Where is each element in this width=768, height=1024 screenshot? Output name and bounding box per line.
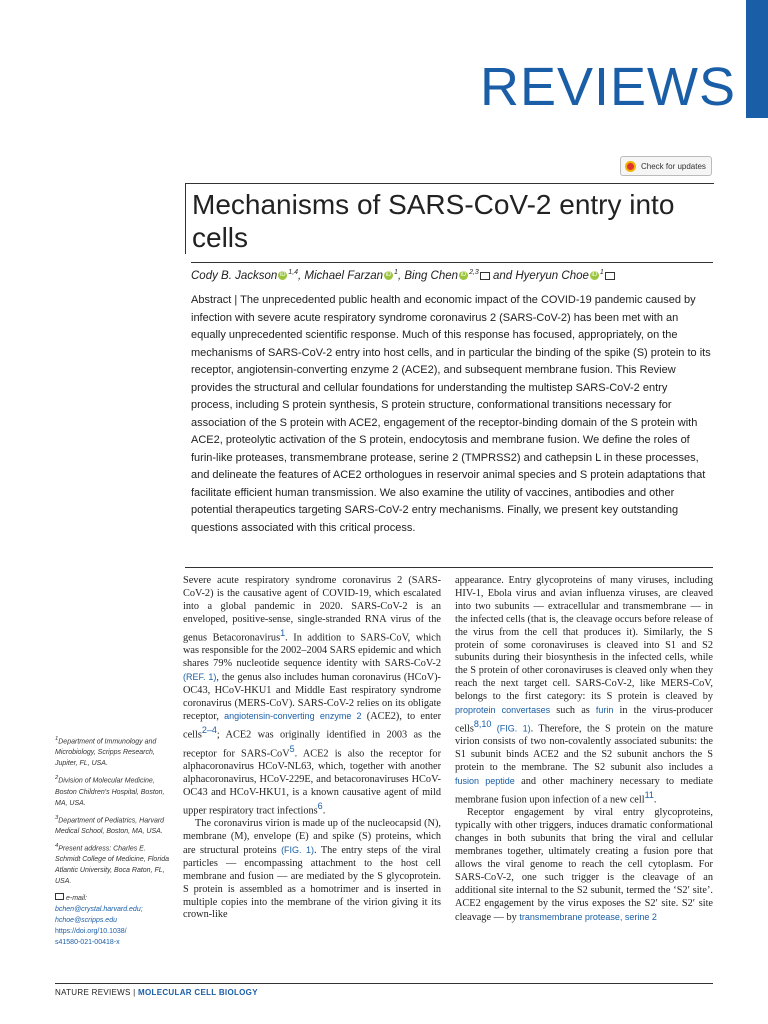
abstract-divider [185, 567, 713, 568]
article-title: Mechanisms of SARS-CoV-2 entry into cells [192, 189, 675, 253]
email-link[interactable]: bchen@crystal.harvard.edu; [55, 906, 143, 914]
section-header: REVIEWS [480, 57, 737, 117]
envelope-icon [55, 893, 64, 900]
reference-link[interactable]: (REF. 1) [183, 671, 217, 682]
section-side-tab [746, 0, 768, 118]
crossmark-icon [625, 161, 636, 172]
orcid-icon[interactable]: iD [385, 272, 392, 279]
affiliations [55, 734, 171, 952]
body-paragraph: The coronavirus virion is made up of the nucleocapsid (N), membrane (M), envelope (E) and spike (S) proteins, which are structural proteins (FIG. 1). The entry steps of the viral particles — encompassing attachment to the host cell membrane and fusion — are mediated by the S glycoprotein. S protein is assembled as a homotrimer and is inserted in multiple copies into the membrane of the virion giving it its crown-like [183, 818, 441, 921]
check-for-updates-button[interactable] [620, 156, 712, 176]
author-list [191, 262, 713, 282]
author-name[interactable]: Michael Farzan [304, 269, 384, 282]
glossary-term[interactable]: transmembrane protease, serine 2 [519, 911, 657, 922]
author-name[interactable]: Cody B. Jackson [191, 269, 278, 282]
author-name[interactable]: Hyeryun Choe [515, 269, 589, 282]
figure-link[interactable]: (FIG. 1) [491, 723, 531, 734]
glossary-term[interactable]: furin [595, 705, 614, 716]
author-affil-sup: 1,4 [288, 269, 299, 276]
orcid-icon[interactable]: iD [460, 272, 467, 279]
citation-link[interactable]: 2–4 [201, 725, 217, 736]
email-link[interactable]: hchoe@scripps.edu [55, 917, 117, 925]
envelope-icon[interactable] [480, 272, 490, 280]
citation-link[interactable]: 6 [317, 800, 323, 811]
journal-subtitle: MOLECULAR CELL BIOLOGY [138, 988, 258, 997]
doi-link[interactable]: s41580-021-00418-x [55, 939, 120, 947]
footer-divider [55, 983, 713, 984]
citation-link[interactable]: 5 [289, 743, 295, 754]
orcid-icon[interactable]: iD [591, 272, 598, 279]
title-box [185, 183, 714, 254]
body-column-1 [183, 575, 441, 922]
citation-link[interactable]: 8,10 [473, 718, 492, 729]
glossary-term[interactable]: fusion peptide [455, 776, 515, 787]
affiliation-item: $^1$Department of Immunology and Microbiology, Scripps Research, Jupiter, FL, USA. [55, 736, 157, 768]
glossary-term[interactable]: proprotein convertases [455, 705, 551, 716]
author-affil-sup: 1 [599, 269, 604, 276]
footer-journal [55, 988, 258, 997]
author-name[interactable]: Bing Chen [404, 269, 459, 282]
envelope-icon[interactable] [605, 272, 615, 280]
contact [55, 893, 171, 948]
author-separator: and [489, 269, 516, 282]
body-column-2 [455, 575, 713, 924]
author-separator: , [298, 269, 305, 282]
check-for-updates-label: Check for updates [641, 161, 706, 171]
citation-link[interactable]: 11 [644, 789, 654, 800]
abstract: Abstract | The unprecedented public health and economic impact of the COVID-19 pandemic caused by infection with severe acute respiratory syndrome coronavirus 2 (SARS-CoV-2) has been met with an equally unprecedented scientific response. Much of this response has focused, appropriately, on the mechanisms of SARS-CoV-2 entry into host cells, and in particular the binding of the spike (S) protein to its receptor, angiotensin-converting enzyme 2 (ACE2), and subsequent membrane fusion. This Review provides the structural and cellular foundations for understanding the multistep SARS-CoV-2 entry process, including S protein synthesis, S protein structure, conformational transitions necessary for association of the S protein with ACE2, engagement of the receptor-binding domain of the S protein with ACE2, proteolytic activation of the S protein, endocytosis and membrane fusion. We define the roles of furin-like proteases, transmembrane protease, serine 2 (TMPRSS2) and cathepsin L in these processes, and delineate the features of ACE2 orthologues in reservoir animal species and S protein adaptations that facilitate efficient human transmission. We also examine the utility of vaccines, antibodies and other potential therapeutics targeting SARS-CoV-2 entry mechanisms. Finally, we present key outstanding questions associated with this critical process. [191, 294, 711, 534]
author-affil-sup: 1 [394, 269, 398, 276]
author-separator: , [397, 269, 405, 282]
body-paragraph: Severe acute respiratory syndrome coronavirus 2 (SARS-CoV-2) is the causative agent of COVID-19, which escalated into a global pandemic in 2020. SARS-CoV-2 is an enveloped, positive-sense, single-stranded RNA virus of the genus Betacoronavirus$^1$. In addition to SARS-CoV, which was responsible for the 2002–2004 SARS epidemic and which shares 79% nucleotide sequence identity with SARS-CoV-2 (REF. 1), the genus also includes human coronavirus (HCoV)-OC43, HCoV-HKU1 and Middle East respiratory syndrome coronavirus (MERS-CoV). SARS-CoV-2 relies on its obligate receptor, angiotensin-converting enzyme 2 (ACE2), to enter cells$^{2-4}$; ACE2 was originally identified in 2003 as the receptor for SARS-CoV$^5$. ACE2 is also the receptor for alphacoronavirus HCoV-NL63, which, together with another alphacoronavirus, HCoV-229E, and betacoronaviruses HCoV-OC43 and HCoV-HKU1, is a known causative agent of mild upper respiratory tract infections$^6$. [183, 575, 442, 817]
citation-link[interactable]: 1 [280, 627, 286, 638]
body-paragraph: appearance. Entry glycoproteins of many viruses, including HIV-1, Ebola virus and avian influenza viruses, are cleaved into two subunits — extracellular and transmembrane — in the infected cells (that is, the cleavage occurs before release of the virus from the cell that produces it). Similarly, the S protein of some coronaviruses is cleaved into S1 and S2 subunits during their biosynthesis in the infected cells, while the S protein of other coronaviruses is cleaved only when they reach the next target cell. SARS-CoV-2, like MERS-CoV, belongs to the first category: its S protein is cleaved by proprotein convertases such as furin in the virus-producer cells$^{8,10}$ (FIG. 1). Therefore, the S protein on the mature virion consists of two non-covalently associated subunits: the S1 subunit binds ACE2 and the S2 subunit anchors the S protein to the membrane. The S2 subunit also includes a fusion peptide and other machinery necessary to mediate membrane fusion upon infection of a new cell$^{11}$. [455, 575, 714, 806]
affiliation-item: $^3$Department of Pediatrics, Harvard Medical School, Boston, MA, USA. [55, 814, 165, 835]
author-affil-sup: 2,3 [469, 269, 479, 276]
doi-link[interactable]: https://doi.org/10.1038/ [55, 928, 127, 936]
orcid-icon[interactable]: iD [279, 272, 286, 279]
affiliation-item: $^2$Division of Molecular Medicine, Boston Children's Hospital, Boston, MA, USA. [55, 775, 165, 807]
journal-name: NATURE REVIEWS | [55, 988, 139, 997]
glossary-term[interactable]: angiotensin-converting enzyme 2 [224, 711, 362, 722]
email-label: e-mail: [66, 895, 88, 903]
figure-link[interactable]: (FIG. 1) [281, 844, 314, 855]
affiliation-item: $^4$Present address: Charles E. Schmidt College of Medicine, Florida Atlantic University, Boca Raton, FL, USA. [55, 842, 169, 886]
body-paragraph: Receptor engagement by viral entry glycoproteins, typically with other triggers, induces dramatic conformational changes in both subunits that bring the viral and cellular membranes together, ultimately creating a fusion pore that allows the viral genome to reach the cell cytoplasm. For SARS-CoV-2, one such trigger is the cleavage of an additional site internal to the S2 subunit, termed the ‘S2′ site’. ACE2 engagement by the virus exposes the S2′ site. S2′ site cleavage — by transmembrane protease, serine 2 [455, 807, 713, 923]
